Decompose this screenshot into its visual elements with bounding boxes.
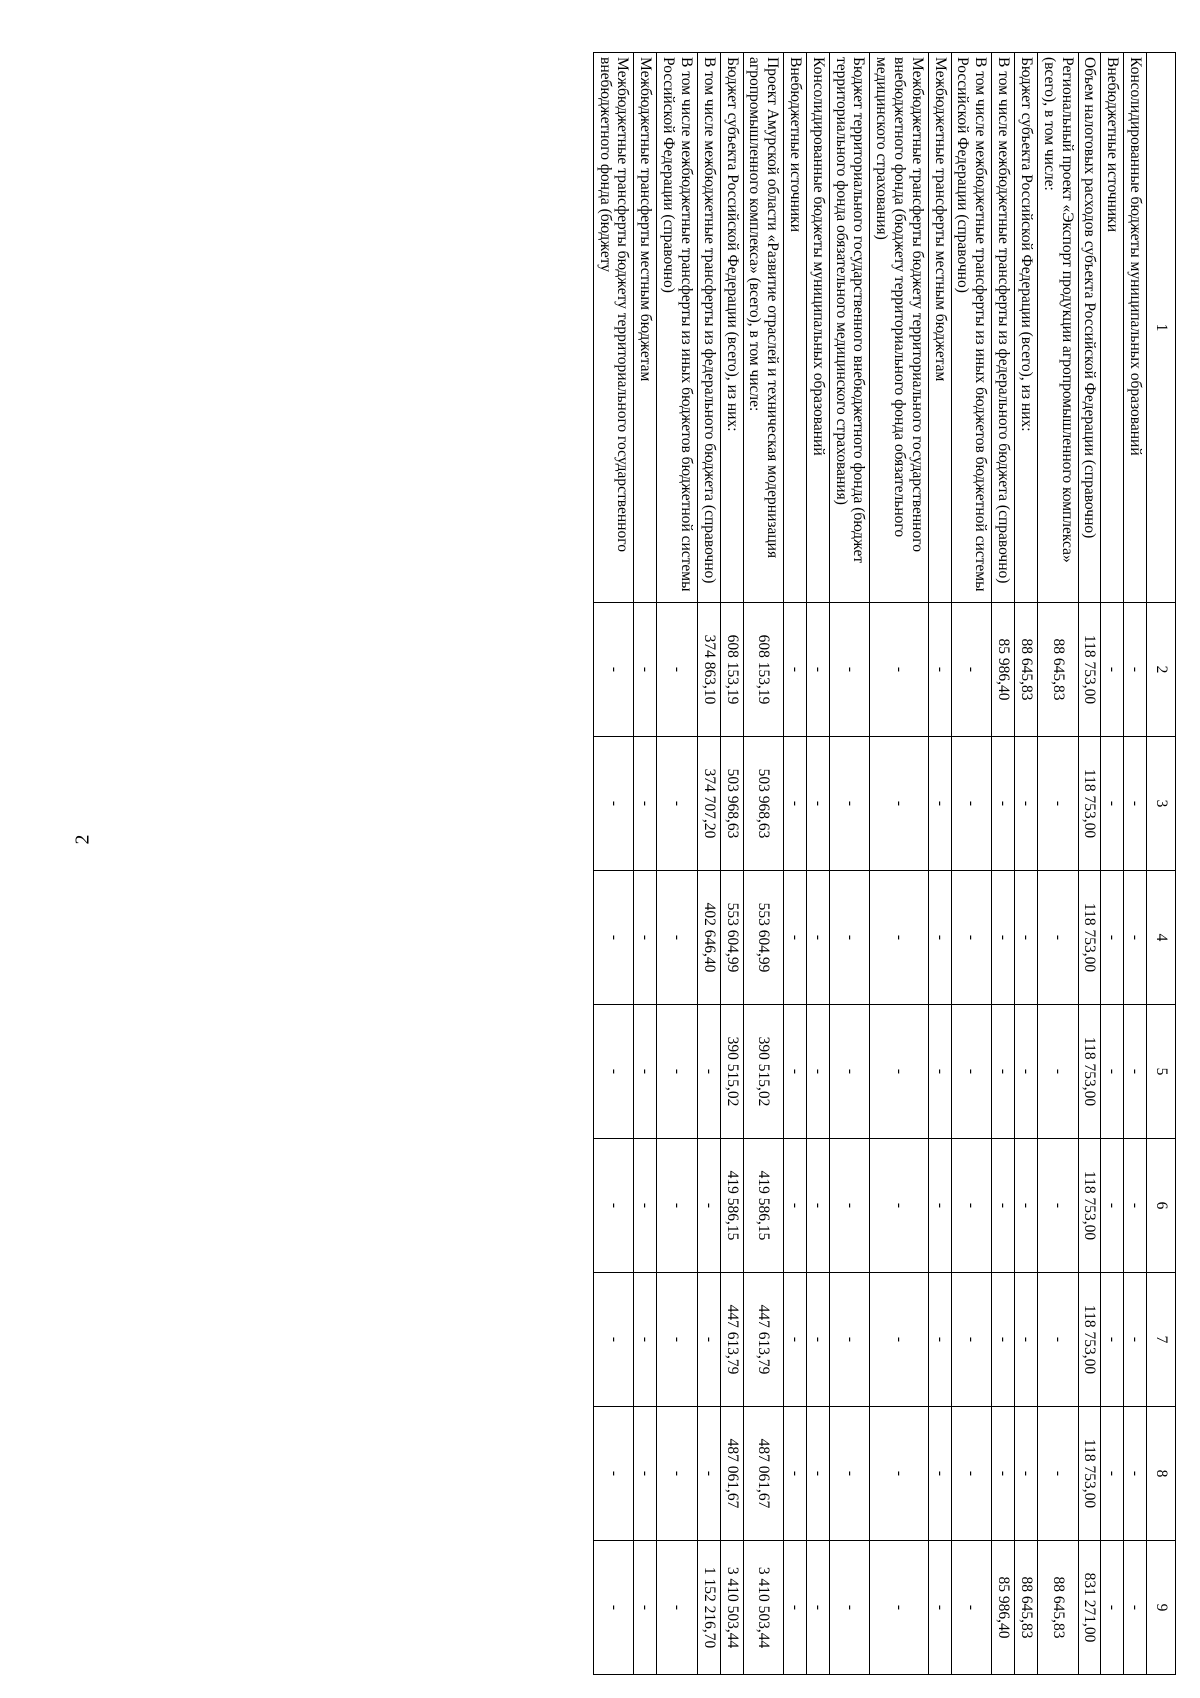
row-label: Региональный проект «Экспорт продукции агропромышленного комплекса» (всего), в том числе: (1037, 53, 1078, 603)
value-cell: - (1101, 603, 1124, 737)
value-cell: 390 515,02 (743, 1005, 784, 1139)
value-cell: - (593, 1139, 634, 1273)
value-cell: - (657, 871, 698, 1005)
value-cell: - (1015, 1273, 1038, 1407)
value-cell: - (1101, 1005, 1124, 1139)
value-cell: - (784, 1139, 807, 1273)
table-row (1015, 53, 1038, 1675)
row-label: Межбюджетные трансферты местным бюджетам (928, 53, 951, 603)
value-cell: - (870, 1139, 928, 1273)
value-cell: 447 613,79 (743, 1273, 784, 1407)
row-label: Внебюджетные источники (784, 53, 807, 603)
rotated-table-container (196, 52, 1176, 1674)
value-cell: 118 753,00 (1078, 1407, 1101, 1541)
value-cell: 487 061,67 (743, 1407, 784, 1541)
value-cell: 3 410 503,44 (743, 1541, 784, 1675)
value-cell: - (951, 603, 992, 737)
value-cell: - (1101, 737, 1124, 871)
value-cell: - (992, 1139, 1015, 1273)
table-row (829, 53, 870, 1675)
value-cell: 374 863,10 (697, 603, 720, 737)
value-cell: - (593, 1273, 634, 1407)
value-cell: - (928, 871, 951, 1005)
value-cell: 3 410 503,44 (720, 1541, 743, 1675)
value-cell: - (951, 871, 992, 1005)
value-cell: - (784, 871, 807, 1005)
value-cell: - (870, 603, 928, 737)
value-cell: 503 968,63 (720, 737, 743, 871)
value-cell: - (807, 603, 830, 737)
value-cell: - (870, 1407, 928, 1541)
value-cell: 447 613,79 (720, 1273, 743, 1407)
table-row (697, 53, 720, 1675)
value-cell: - (1124, 737, 1147, 871)
value-cell: 402 646,40 (697, 871, 720, 1005)
value-cell: - (1101, 1139, 1124, 1273)
value-cell: - (951, 1005, 992, 1139)
value-cell: 118 753,00 (1078, 1139, 1101, 1273)
row-label: Консолидированные бюджеты муниципальных образований (807, 53, 830, 603)
value-cell: - (951, 1139, 992, 1273)
column-header: 7 (1147, 1273, 1176, 1407)
value-cell: - (992, 737, 1015, 871)
value-cell: 503 968,63 (743, 737, 784, 871)
value-cell: - (1015, 1139, 1038, 1273)
value-cell: 831 271,00 (1078, 1541, 1101, 1675)
value-cell: 608 153,19 (743, 603, 784, 737)
value-cell: - (1101, 871, 1124, 1005)
value-cell: - (784, 737, 807, 871)
value-cell: - (807, 737, 830, 871)
value-cell: - (657, 1273, 698, 1407)
value-cell: - (1037, 1139, 1078, 1273)
value-cell: 118 753,00 (1078, 1273, 1101, 1407)
table-row (870, 53, 928, 1675)
value-cell: 419 586,15 (743, 1139, 784, 1273)
value-cell: - (829, 1541, 870, 1675)
value-cell: 88 645,83 (1037, 1541, 1078, 1675)
value-cell: - (634, 737, 657, 871)
row-label: Объем налоговых расходов субъекта Российской Федерации (справочно) (1078, 53, 1101, 603)
value-cell: - (634, 603, 657, 737)
row-label: Внебюджетные источники (1101, 53, 1124, 603)
row-label: Проект Амурской области «Развитие отраслей и техническая модернизация агропромышленного комплекса» (всего), в том числе: (743, 53, 784, 603)
table-row (1101, 53, 1124, 1675)
value-cell: - (807, 871, 830, 1005)
row-label: В том числе межбюджетные трансферты из федерального бюджета (справочно) (697, 53, 720, 603)
table-row (1124, 53, 1147, 1675)
value-cell: - (697, 1407, 720, 1541)
row-label: Бюджет субъекта Российской Федерации (всего), из них: (720, 53, 743, 603)
value-cell: - (807, 1407, 830, 1541)
value-cell: - (1037, 737, 1078, 871)
table-row (951, 53, 992, 1675)
table-row (593, 53, 634, 1675)
value-cell: - (829, 1139, 870, 1273)
value-cell: - (928, 737, 951, 871)
value-cell: - (1015, 1407, 1038, 1541)
value-cell: - (992, 1273, 1015, 1407)
page-number: 2 (71, 834, 94, 845)
value-cell: - (1015, 1005, 1038, 1139)
value-cell: - (634, 1541, 657, 1675)
row-label: Межбюджетные трансферты бюджету территориального государственного внебюджетного фонда (бюджету (593, 53, 634, 603)
value-cell: - (829, 871, 870, 1005)
table-row (720, 53, 743, 1675)
value-cell: - (1124, 1273, 1147, 1407)
row-label: Бюджет территориального государственного внебюджетного фонда (бюджет территориального фонда обязательного медицинского страхования) (829, 53, 870, 603)
column-header: 5 (1147, 1005, 1176, 1139)
header-row (1147, 53, 1176, 1675)
row-label: Консолидированные бюджеты муниципальных образований (1124, 53, 1147, 603)
value-cell: 88 645,83 (1015, 1541, 1038, 1675)
value-cell: - (1037, 1005, 1078, 1139)
budget-table (593, 52, 1176, 1675)
value-cell: - (807, 1541, 830, 1675)
value-cell: - (784, 1541, 807, 1675)
value-cell: - (951, 1407, 992, 1541)
column-header: 1 (1147, 53, 1176, 603)
table-row (992, 53, 1015, 1675)
row-label: В том числе межбюджетные трансферты из федерального бюджета (справочно) (992, 53, 1015, 603)
column-header: 2 (1147, 603, 1176, 737)
value-cell: - (807, 1273, 830, 1407)
value-cell: - (1124, 1541, 1147, 1675)
value-cell: - (593, 871, 634, 1005)
column-header: 9 (1147, 1541, 1176, 1675)
value-cell: - (1015, 737, 1038, 871)
table-body (593, 53, 1146, 1675)
value-cell: - (697, 1139, 720, 1273)
table-row (1078, 53, 1101, 1675)
value-cell: 118 753,00 (1078, 737, 1101, 871)
table-row (634, 53, 657, 1675)
value-cell: - (1101, 1407, 1124, 1541)
value-cell: - (657, 1541, 698, 1675)
value-cell: 1 152 216,70 (697, 1541, 720, 1675)
column-header: 3 (1147, 737, 1176, 871)
value-cell: 553 604,99 (743, 871, 784, 1005)
value-cell: - (829, 1005, 870, 1139)
value-cell: 608 153,19 (720, 603, 743, 737)
value-cell: 85 986,40 (992, 1541, 1015, 1675)
value-cell: - (1101, 1541, 1124, 1675)
value-cell: - (784, 1005, 807, 1139)
table-row (657, 53, 698, 1675)
value-cell: - (829, 737, 870, 871)
value-cell: - (870, 737, 928, 871)
value-cell: 374 707,20 (697, 737, 720, 871)
value-cell: - (829, 1273, 870, 1407)
value-cell: - (634, 1273, 657, 1407)
column-header: 6 (1147, 1139, 1176, 1273)
value-cell: 419 586,15 (720, 1139, 743, 1273)
value-cell: 88 645,83 (1015, 603, 1038, 737)
value-cell: - (992, 871, 1015, 1005)
value-cell: - (634, 871, 657, 1005)
value-cell: - (593, 1005, 634, 1139)
value-cell: - (829, 603, 870, 737)
value-cell: - (992, 1407, 1015, 1541)
value-cell: - (829, 1407, 870, 1541)
value-cell: - (657, 1005, 698, 1139)
value-cell: - (634, 1005, 657, 1139)
table-row (807, 53, 830, 1675)
value-cell: 118 753,00 (1078, 1005, 1101, 1139)
value-cell: - (951, 1273, 992, 1407)
value-cell: - (697, 1273, 720, 1407)
value-cell: - (928, 1005, 951, 1139)
value-cell: 85 986,40 (992, 603, 1015, 737)
value-cell: - (807, 1005, 830, 1139)
value-cell: 118 753,00 (1078, 871, 1101, 1005)
table-row (928, 53, 951, 1675)
value-cell: - (870, 871, 928, 1005)
value-cell: - (657, 737, 698, 871)
row-label: Межбюджетные трансферты местным бюджетам (634, 53, 657, 603)
row-label: Бюджет субъекта Российской Федерации (всего), из них: (1015, 53, 1038, 603)
value-cell: - (657, 1139, 698, 1273)
value-cell: - (657, 603, 698, 737)
value-cell: - (1124, 1407, 1147, 1541)
value-cell: - (784, 603, 807, 737)
value-cell: - (951, 1541, 992, 1675)
value-cell: - (928, 1273, 951, 1407)
value-cell: - (1124, 871, 1147, 1005)
value-cell: 88 645,83 (1037, 603, 1078, 737)
value-cell: 487 061,67 (720, 1407, 743, 1541)
value-cell: - (870, 1273, 928, 1407)
value-cell: - (1037, 1407, 1078, 1541)
value-cell: - (928, 1407, 951, 1541)
row-label: В том числе межбюджетные трансферты из иных бюджетов бюджетной системы Российской Федерации (справочно) (657, 53, 698, 603)
value-cell: - (593, 1407, 634, 1541)
value-cell: - (784, 1407, 807, 1541)
value-cell: - (807, 1139, 830, 1273)
value-cell: - (1037, 871, 1078, 1005)
value-cell: - (928, 603, 951, 737)
value-cell: - (593, 1541, 634, 1675)
value-cell: - (634, 1139, 657, 1273)
value-cell: - (784, 1273, 807, 1407)
value-cell: - (992, 1005, 1015, 1139)
value-cell: 118 753,00 (1078, 603, 1101, 737)
value-cell: - (1101, 1273, 1124, 1407)
value-cell: - (928, 1541, 951, 1675)
table-row (1037, 53, 1078, 1675)
value-cell: - (951, 737, 992, 871)
column-header: 4 (1147, 871, 1176, 1005)
value-cell: 390 515,02 (720, 1005, 743, 1139)
value-cell: - (870, 1541, 928, 1675)
value-cell: - (697, 1005, 720, 1139)
value-cell: - (1124, 1005, 1147, 1139)
value-cell: - (657, 1407, 698, 1541)
row-label: Межбюджетные трансферты бюджету территориального государственного внебюджетного фонда (бюджету территориального фонда обязательного медицинского страхования) (870, 53, 928, 603)
column-header: 8 (1147, 1407, 1176, 1541)
value-cell: - (1124, 1139, 1147, 1273)
table-row (743, 53, 784, 1675)
value-cell: - (593, 603, 634, 737)
value-cell: 553 604,99 (720, 871, 743, 1005)
value-cell: - (1124, 603, 1147, 737)
value-cell: - (870, 1005, 928, 1139)
value-cell: - (1015, 871, 1038, 1005)
row-label: В том числе межбюджетные трансферты из иных бюджетов бюджетной системы Российской Федерации (справочно) (951, 53, 992, 603)
table-row (784, 53, 807, 1675)
value-cell: - (634, 1407, 657, 1541)
value-cell: - (593, 737, 634, 871)
value-cell: - (928, 1139, 951, 1273)
value-cell: - (1037, 1273, 1078, 1407)
